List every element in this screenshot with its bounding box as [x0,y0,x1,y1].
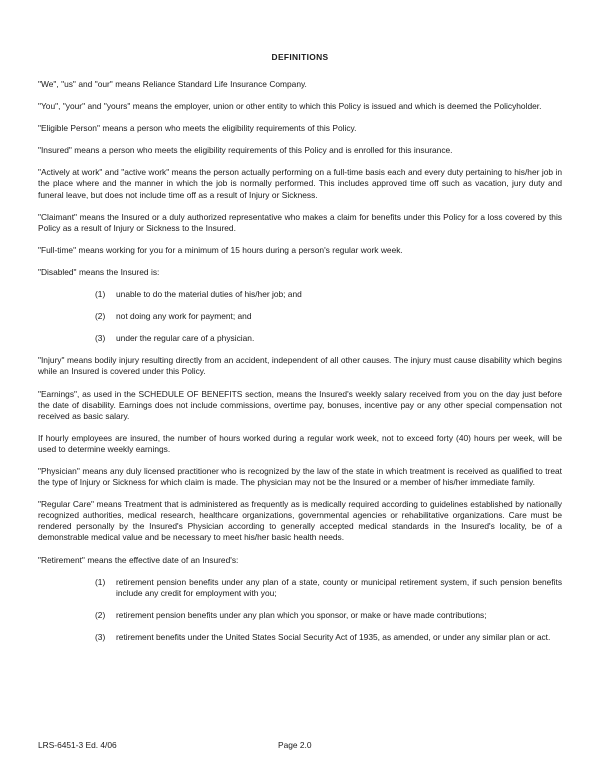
list-item [38,577,562,599]
definition-paragraph-disabled: "Disabled" means the Insured is: [38,266,160,277]
definition-paragraph-retirement: "Retirement" means the effective date of an Insured's: [38,554,239,565]
list-item-text: retirement pension benefits under any plan of a state, county or municipal retirement system, if such pension benefits include any credit for employment with you; [116,576,562,598]
list-item-marker: (3) [95,333,106,344]
list-item [38,632,562,643]
page-title: DEFINITIONS [271,52,329,62]
document-body [38,52,562,654]
list-item-text: retirement pension benefits under any plan which you sponsor, or make or have made contributions; [116,609,487,620]
footer-page-number: Page 2.0 [278,740,312,750]
list-item [38,311,562,322]
list-item-text: unable to do the material duties of his/her job; and [116,289,302,300]
definition-paragraph-you-your-yours: "You", "your" and "yours" means the employer, union or other entity to which this Policy is issued and which is deemed the Policyholder. [38,101,542,112]
definition-paragraph-injury: "Injury" means bodily injury resulting directly from an accident, independent of all other causes. The injury must cause disability which begins while an Insured is covered under this Policy. [38,355,562,377]
definition-paragraph-actively-at-work: "Actively at work" and "active work" means the person actually performing on a full-time basis each and every duty pertaining to his/her job in the place where and the manner in which the job is normally performed. This includes approved time off such as vacation, jury duty and funeral leave, but does not include time off as a result of Injury or Sickness. [38,167,562,200]
definition-paragraph-hourly-employees: If hourly employees are insured, the number of hours worked during a regular work week, not to exceed forty (40) hours per week, will be used to determine weekly earnings. [38,432,562,454]
list-item [38,289,562,300]
definition-paragraph-physician: "Physician" means any duly licensed practitioner who is recognized by the law of the state in which treatment is received as qualified to treat the type of Injury or Sickness for which claim is made. The physician may not be the Insured or a member of his/her immediate family. [38,465,562,488]
definition-paragraph-earnings: "Earnings", as used in the SCHEDULE OF BENEFITS section, means the Insured's weekly salary received from you on the day just before the date of disability. Earnings does not include commissions, overtime pay, bonuses, incentive pay or any other special compensation not received as basic salary. [38,388,562,421]
list-item [38,610,562,621]
list-item [38,333,562,344]
retirement-conditions-list [38,577,562,643]
definition-paragraph-we-us-our: "We", "us" and "our" means Reliance Standard Life Insurance Company. [38,79,307,89]
list-item-marker: (1) [95,576,106,587]
definition-paragraph-eligible-person: "Eligible Person" means a person who meets the eligibility requirements of this Policy. [38,123,357,134]
definition-paragraph-regular-care: "Regular Care" means Treatment that is administered as frequently as is medically required according to guidelines established by nationally recognized authorities, medical research, healthcare organizations, governmental agencies or rehabilitative organizations. Care must be rendered personally by the Insured's Physician according to generally accepted medical standards in the Insured's locality, be of a demonstrable medical value and be necessary to meet his/her basic health needs. [38,499,562,543]
definition-paragraph-full-time: "Full-time" means working for you for a minimum of 15 hours during a person's regular work week. [38,244,403,255]
definition-paragraph-insured: "Insured" means a person who meets the eligibility requirements of this Policy and is enrolled for this insurance. [38,145,453,156]
list-item-text: under the regular care of a physician. [116,333,255,344]
list-item-marker: (1) [95,289,106,300]
list-item-text: not doing any work for payment; and [116,311,252,322]
list-item-marker: (3) [95,631,106,642]
list-item-text: retirement benefits under the United States Social Security Act of 1935, as amended, or under any similar plan or act. [116,631,551,642]
footer-document-id: LRS-6451-3 Ed. 4/06 [38,740,117,750]
definition-paragraph-claimant: "Claimant" means the Insured or a duly authorized representative who makes a claim for benefits under this Policy for a loss covered by this Policy as a result of Injury or Sickness to the Insured. [38,211,562,233]
list-item-marker: (2) [95,311,106,322]
list-item-marker: (2) [95,609,106,620]
disabled-conditions-list [38,289,562,344]
